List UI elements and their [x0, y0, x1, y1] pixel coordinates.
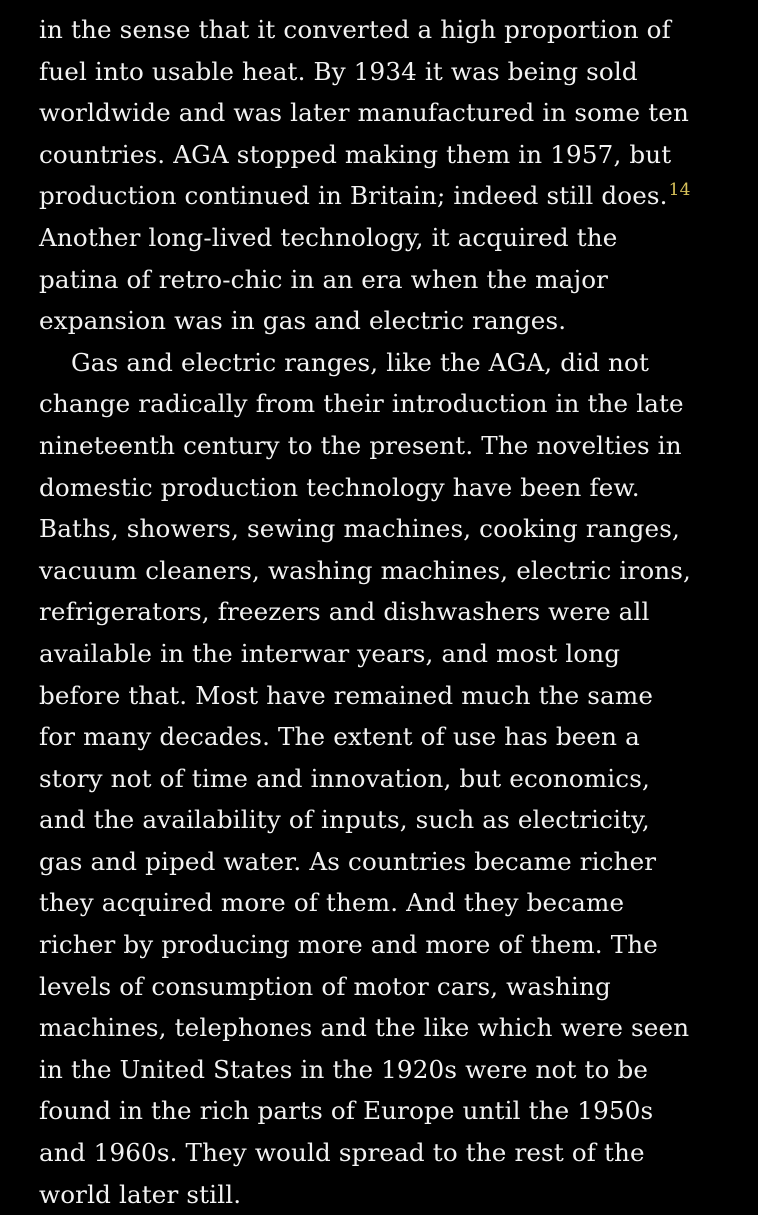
text-line: story not of time and innovation, but economics,: [39, 763, 650, 793]
text-line: change radically from their introduction in the late: [39, 389, 684, 419]
text-line: machines, telephones and the like which were seen: [39, 1013, 690, 1043]
paragraph-2: [39, 342, 729, 1215]
text-line: they acquired more of them. And they became: [39, 888, 625, 918]
text-line: nineteenth century to the present. The novelties in: [39, 430, 682, 460]
text-line: Gas and electric ranges, like the AGA, did not: [71, 347, 649, 377]
text-line-with-footnote: [39, 175, 729, 217]
footnote-link[interactable]: 14: [668, 180, 691, 201]
text-line: before that. Most have remained much the same: [39, 680, 654, 710]
text-line: gas and piped water. As countries became richer: [39, 846, 657, 876]
text-line: Another long-lived technology, it acquired the: [39, 222, 618, 252]
text-line: domestic production technology have been few.: [39, 472, 640, 502]
text-line: levels of consumption of motor cars, washing: [39, 971, 611, 1001]
text-line: worldwide and was later manufactured in some ten: [39, 98, 689, 128]
text-line: patina of retro-chic in an era when the major: [39, 264, 609, 294]
text-line: countries. AGA stopped making them in 1957, but: [39, 139, 672, 169]
text-line: production continued in Britain; indeed still does.: [39, 181, 668, 211]
text-line: and the availability of inputs, such as electricity,: [39, 805, 650, 835]
text-line: in the sense that it converted a high proportion of: [39, 15, 671, 44]
text-line: world later still.: [39, 1179, 242, 1209]
paragraph-1: [39, 9, 729, 342]
text-line: Baths, showers, sewing machines, cooking ranges,: [39, 514, 680, 544]
text-line: in the United States in the 1920s were not to be: [39, 1054, 649, 1084]
book-page: [39, 9, 729, 1215]
text-line: found in the rich parts of Europe until the 1950s: [39, 1096, 654, 1126]
text-line: for many decades. The extent of use has been a: [39, 722, 640, 752]
text-line: vacuum cleaners, washing machines, electric irons,: [39, 555, 692, 585]
text-line: fuel into usable heat. By 1934 it was being sold: [39, 56, 638, 86]
text-line: refrigerators, freezers and dishwashers were all: [39, 597, 650, 627]
text-line: and 1960s. They would spread to the rest of the: [39, 1138, 645, 1168]
text-line: richer by producing more and more of them. The: [39, 930, 658, 960]
text-line: available in the interwar years, and most long: [39, 638, 621, 668]
text-line: expansion was in gas and electric ranges.: [39, 306, 567, 336]
